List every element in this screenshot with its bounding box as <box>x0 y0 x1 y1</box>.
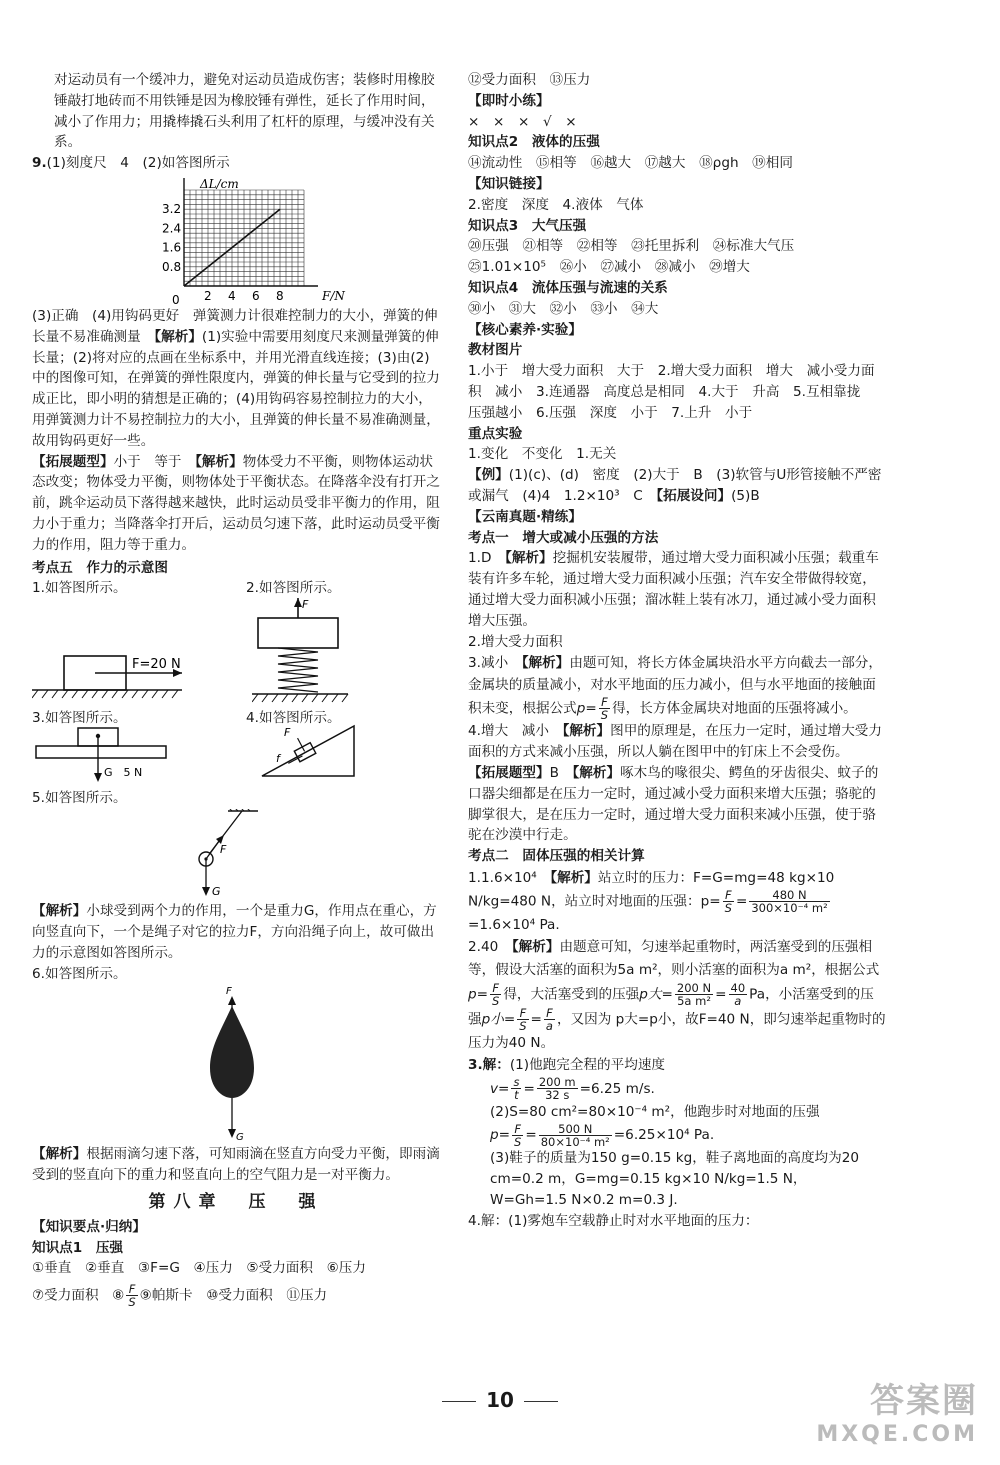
y-tick-label: 3.2 <box>162 202 182 217</box>
key-experiment-answers: 1.变化 不变化 1.无关 <box>468 446 617 463</box>
quick-practice-answers: × × × √ × <box>468 113 577 130</box>
answer-text: 1.D <box>468 550 506 567</box>
answer-text: (1)(c)、(d) 密度 (2)大于 B (3)软管与U形管接触不严密或漏气 (4)4 1.2×10³ C <box>468 467 882 504</box>
example-answers <box>468 465 886 507</box>
numerator: F <box>517 1007 528 1020</box>
figure-6-caption: 6.如答图所示。 <box>32 965 127 982</box>
watermark-text: 答案圈 <box>870 1381 978 1421</box>
denominator: S <box>724 900 732 915</box>
q3-part-3: (3)鞋子的质量为150 g=0.15 kg，鞋子离地面的高度均为20 cm=0.2 m，G=mg=0.15 kg×10 N/kg=1.5 N， <box>490 1150 860 1188</box>
result: =6.25 m/s. <box>579 1080 655 1097</box>
q3-velocity-formula <box>468 1076 886 1102</box>
analysis-text: 由题可知，将长方体金属块沿水平方向截去一部分，金属块的质量减小，对水平地面的压力减小，但与水平地面的接触面积未变，根据公式 <box>468 655 882 717</box>
knowledge-point-3-answers-a: ⑳压强 ㉑相等 ㉒相等 ㉓托里拆利 ㉔标准大气压 <box>468 238 795 255</box>
question-9-answers-3-4 <box>32 306 440 452</box>
knowledge-point-3-answers-b: ㉕1.01×10⁵ ㉖小 ㉗减小 ㉘减小 ㉙增大 <box>468 259 750 276</box>
resistance-label: F <box>226 986 232 998</box>
q3-part-2: (2)S=80 cm²=80×10⁻⁴ m²，他跑步时对地面的压强 <box>490 1103 820 1120</box>
numerator: F <box>544 1007 555 1020</box>
extension-question <box>32 452 440 556</box>
analysis-label: 【解析】 <box>562 723 611 740</box>
knowledge-point-2: 知识点2 液体的压强 <box>468 134 600 151</box>
y-tick-label: 1.6 <box>162 240 182 255</box>
force-label: F=20 N <box>132 657 181 673</box>
question-6-analysis <box>32 1144 440 1186</box>
denominator: a <box>734 993 742 1008</box>
gravity-label: G 5 N <box>104 766 143 780</box>
knowledge-point-3: 知识点3 大气压强 <box>468 217 587 234</box>
fraction-s-over-t <box>511 1076 521 1101</box>
exam-point-1-q3 <box>468 652 886 721</box>
solution-text: (1)他跑完全程的平均速度 <box>509 1056 666 1073</box>
example-label: 【例】 <box>468 467 509 484</box>
analysis-label: 【解析】 <box>195 453 243 470</box>
core-literacy-heading: 【核心素养·实验】 <box>468 321 582 338</box>
figure-4-caption: 4.如答图所示。 <box>246 710 341 727</box>
numerator: F <box>599 696 610 709</box>
fraction-40-over-a <box>729 982 748 1007</box>
exam-point-2: 考点二 固体压强的相关计算 <box>468 848 645 865</box>
analysis-label: 【解析】 <box>32 1146 87 1163</box>
chapter-title: 第八章 压 强 <box>148 1191 324 1212</box>
figure-5-svg <box>192 809 282 901</box>
extension-question-2 <box>468 763 886 846</box>
fraction-f-over-s <box>723 889 734 914</box>
chart-xlabel: F/N <box>322 288 345 303</box>
quick-practice-heading: 【即时小练】 <box>468 92 550 109</box>
denominator: t <box>514 1088 519 1103</box>
fraction-velocity <box>537 1076 578 1101</box>
yunnan-exams-heading: 【云南真题·精练】 <box>468 508 582 525</box>
denominator: a <box>545 1018 553 1033</box>
formula-text: v= <box>490 1080 510 1097</box>
figure-5-hanging-ball <box>32 809 440 901</box>
answer-text: 4.增大 减小 <box>468 723 563 740</box>
equals: = <box>735 893 748 910</box>
textbook-pictures-heading: 教材图片 <box>468 342 523 359</box>
denominator: S <box>600 708 609 723</box>
textbook-pictures-answers: 1.小于 增大受力面积 大于 2.增大受力面积 增大 减小受力面积 减小 3.连通器 高度总是相同 4.大于 升高 5.互相靠拢 压强越小 6.压强 深度 小于 7.上升 小于 <box>468 363 875 421</box>
figure-3-block-on-table <box>32 726 192 786</box>
equals: = <box>715 986 727 1003</box>
fraction-big-piston <box>675 982 713 1007</box>
knowledge-link-answers: 2.密度 深度 4.液体 气体 <box>468 196 644 213</box>
fraction-f-over-a <box>544 1007 555 1032</box>
page-number-text: 10 <box>486 1388 514 1412</box>
denominator: S <box>492 993 500 1008</box>
denominator: 32 s <box>545 1088 570 1103</box>
figure-1-block-pulled <box>32 598 212 708</box>
right-column <box>468 70 886 1232</box>
watermark-url: MXQE.COM <box>816 1422 978 1447</box>
analysis-text: 得，长方体金属块对地面的压强将减小。 <box>612 700 857 717</box>
exam-point-1-q2: 2.增大受力面积 <box>468 633 563 650</box>
chart-svg <box>162 174 362 306</box>
exam-point-2-q3 <box>468 1055 886 1076</box>
exam-point-1-q4 <box>468 721 886 763</box>
knowledge-point-1-answers: ①垂直 ②垂直 ③F=G ④压力 ⑤受力面积 ⑥压力 <box>32 1260 366 1277</box>
q3-work: W=Gh=1.5 N×0.2 m=0.3 J. <box>490 1192 678 1209</box>
numerator: 200 m <box>538 1075 576 1090</box>
answer-text: 2.40 <box>468 938 512 955</box>
analysis-text: 根据雨滴匀速下落，可知雨滴在竖直方向受力平衡，即雨滴受到的竖直向下的重力和竖直向上的空气阻力是一对平衡力。 <box>32 1146 440 1184</box>
answer-text: 3.减小 <box>468 655 522 672</box>
denominator: S <box>128 1295 136 1310</box>
result: =1.6×10⁴ Pa. <box>468 916 560 933</box>
analysis-text: 挖掘机安装履带，通过增大受力面积减小压强；载重车装有许多车轮，通过增大受力面积减小压强；汽车安全带做得较宽，通过增大受力面积减小压强；溜冰鞋上装有冰刀，通过减小受力面积增大压强。 <box>468 550 879 629</box>
y-tick-label: 0.8 <box>162 259 182 274</box>
support-force-label: F <box>284 726 291 740</box>
numerator: s <box>513 1075 520 1090</box>
exam-point-1: 考点一 增大或减小压强的方法 <box>468 529 659 546</box>
analysis-label: 【解析】 <box>521 655 570 672</box>
numerator: F <box>126 1283 137 1296</box>
numerator: F <box>723 889 734 902</box>
analysis-text: 由题意可知，匀速举起重物时，两活塞受到的压强相等，假设大活塞的面积为5a m²，则小活塞的面积为a m²，根据公式 <box>468 938 880 978</box>
analysis-label: 【解析】 <box>32 903 87 920</box>
denominator: S <box>514 1134 522 1149</box>
fraction-f-over-s <box>517 1007 528 1032</box>
figure-3-caption: 3.如答图所示。 <box>32 710 127 727</box>
denominator: S <box>519 1018 527 1033</box>
paragraph-continuation: 对运动员有一个缓冲力，避免对运动员造成伤害；装修时用橡胶锤敲打地砖而不用铁锤是因为橡胶锤有弹性，延长了作用时间，减小了作用力；用撬棒撬石头利用了杠杆的原理，与缓冲没有关系。 <box>54 72 435 151</box>
q3-pressure-formula <box>468 1122 886 1148</box>
answer-text: B <box>549 764 573 781</box>
denominator: 300×10⁻⁴ m² <box>751 900 828 915</box>
friction-label: f <box>276 752 280 766</box>
extension-label: 【拓展题型】 <box>32 453 114 470</box>
answer-text: ⑨帕斯卡 ⑩受力面积 ⑪压力 <box>139 1287 328 1304</box>
equals: = <box>523 1080 535 1097</box>
x-tick-label: 2 <box>204 288 212 303</box>
analysis-label: 【解析】 <box>550 869 598 886</box>
fraction-f-over-s <box>599 696 610 721</box>
y-tick-label: 2.4 <box>162 221 182 236</box>
extension-analysis: 物体受力不平衡，则物体运动状态改变；物体受力平衡，则物体处于平衡状态。在降落伞没有打开之前，跳伞运动员下落得越来越快，此时运动员受非平衡力的作用，阻力小于重力；当降落伞打开后，运动员匀速下落，此时运动员受平衡力的作用，阻力等于重力。 <box>32 453 440 553</box>
formula-text: p= <box>490 1127 511 1144</box>
analysis-text: (1)实验中需要用刻度尺来测量弹簧的伸长量；(2)将对应的点画在坐标系中，并用光滑直线连接；(3)由(2)中的图像可知，在弹簧的弹性限度内，弹簧的伸长量与它受到的拉力成正比，即小明的猜想是正确的；(4)用钩码容易控制拉力的大小，用弹簧测力计不易控制拉力的大小，且弹簧的伸长量不易准确测量，故用钩码更好一些。 <box>32 328 440 449</box>
x-tick-label: 8 <box>276 288 284 303</box>
formula-text: p= <box>576 700 597 717</box>
equals: = <box>530 1011 542 1028</box>
question-9-text: (1)刻度尺 4 (2)如答图所示 <box>46 155 230 172</box>
figure-6-raindrop <box>32 984 440 1144</box>
formula-text: p= <box>468 986 489 1003</box>
figure-1-caption: 1.如答图所示。 <box>32 580 127 597</box>
result: =6.25×10⁴ Pa. <box>613 1127 715 1144</box>
analysis-text: 得，大活塞受到的压强 <box>503 986 640 1003</box>
figure-2-caption: 2.如答图所示。 <box>246 580 341 597</box>
question-5-analysis <box>32 901 440 963</box>
knowledge-summary-heading: 【知识要点·归纳】 <box>32 1218 146 1235</box>
analysis-label: 【解析】 <box>154 328 202 345</box>
chart-origin: 0 <box>172 292 180 306</box>
watermark-logo <box>816 1373 978 1447</box>
fraction-pressure <box>539 1123 612 1148</box>
formula-text: p小= <box>481 1011 516 1028</box>
numerator: 40 <box>730 980 746 995</box>
exam-point-2-q2 <box>468 936 886 1055</box>
analysis-text: 小球受到两个力的作用，一个是重力G，作用点在重心，方向竖直向下，一个是绳子对它的拉力F，方向沿绳子向上，故可做出力的示意图如答图所示。 <box>32 903 437 961</box>
solution-label: 3.解： <box>468 1056 510 1073</box>
fraction-f-over-s <box>490 982 501 1007</box>
denominator: 80×10⁻⁴ m² <box>540 1134 610 1149</box>
analysis-text: 图甲的原理是，在压力一定时，通过增大受力面积的方式来减小压强，所以人躺在图甲中的钉床上不会受伤。 <box>468 723 882 761</box>
answer-text: ⑦受力面积 ⑧ <box>32 1287 125 1304</box>
x-tick-label: 4 <box>228 288 236 303</box>
analysis-text: Pa，小活塞受到的压强 <box>468 986 874 1028</box>
question-9 <box>32 153 440 174</box>
spring-extension-chart <box>32 174 440 306</box>
numerator: F <box>490 982 501 995</box>
analysis-text: 啄木鸟的喙很尖、鳄鱼的牙齿很尖、蚊子的口器尖细都是在压力一定时，通过减小受力面积来增大压强；骆驼的脚掌很大，是在压力一定时，通过增大受力面积来减小压强，使于骆驼在沙漠中行走。 <box>468 764 879 844</box>
exam-point-2-q1 <box>468 867 886 936</box>
knowledge-point-1: 知识点1 压强 <box>32 1239 124 1256</box>
analysis-label: 【解析】 <box>572 764 621 781</box>
analysis-label: 【解析】 <box>511 938 560 955</box>
force-label: F <box>302 598 309 612</box>
question-number: 9. <box>32 155 47 172</box>
fraction-f-over-s <box>512 1123 523 1148</box>
chart-ylabel: ΔL/cm <box>200 176 239 191</box>
formula-text: p大= <box>639 986 673 1003</box>
numerator: 500 N <box>539 1123 612 1136</box>
answer-text: 1.1.6×10⁴ <box>468 869 551 886</box>
analysis-text: 站立时的压力：F=G=mg=48 kg×10 N/kg=480 N，站立时对地面的压强：p= <box>468 869 835 910</box>
numerator: F <box>512 1123 523 1136</box>
answers-continued: ⑫受力面积 ⑬压力 <box>468 72 591 88</box>
analysis-label: 【解析】 <box>505 550 553 567</box>
numerator: 480 N <box>749 889 829 902</box>
answer-text: (5)B <box>731 487 760 504</box>
figure-5-caption: 5.如答图所示。 <box>32 790 127 807</box>
figure-2-spring-block <box>252 596 382 708</box>
denominator: 5a m² <box>677 993 711 1008</box>
knowledge-point-4: 知识点4 流体压强与流速的关系 <box>468 279 668 296</box>
numerator: 200 N <box>676 980 712 995</box>
knowledge-point-4-answers: ㉚小 ㉛大 ㉜小 ㉝小 ㉞大 <box>468 300 659 317</box>
left-column <box>32 70 440 1308</box>
figure-4-block-on-incline <box>254 724 374 784</box>
analysis-text: ，又因为 p大=p小，故F=40 N，即匀速举起重物时的压力为40 N。 <box>468 1011 886 1051</box>
exam-point-1-q1 <box>468 548 886 631</box>
section-heading-5: 考点五 作力的示意图 <box>32 559 168 576</box>
tension-label: F <box>220 843 227 857</box>
knowledge-point-2-answers: ⑭流动性 ⑮相等 ⑯越大 ⑰越大 ⑱ρgh ⑲相同 <box>468 155 793 172</box>
fraction-pressure <box>749 889 829 914</box>
exam-point-2-q4: 4.解：(1)雾炮车空载静止时对水平地面的压力： <box>468 1212 759 1229</box>
figure-row-1-2 <box>32 578 440 708</box>
x-tick-label: 6 <box>252 288 260 303</box>
key-experiment-heading: 重点实验 <box>468 425 523 442</box>
figure-row-3-4 <box>32 708 440 788</box>
equals: = <box>525 1127 537 1144</box>
extension-question-label: 【拓展设问】 <box>656 487 732 504</box>
extension-label: 【拓展题型】 <box>468 764 550 781</box>
figure-6-svg <box>206 984 276 1144</box>
fraction-f-over-s <box>126 1283 137 1308</box>
gravity-label: G <box>212 885 221 899</box>
knowledge-point-1-answers-2 <box>32 1283 440 1308</box>
gravity-label: G <box>236 1132 244 1144</box>
knowledge-link-heading: 【知识链接】 <box>468 175 550 192</box>
extension-answer: 小于 等于 <box>113 453 196 470</box>
answer-text: (3)正确 (4)用钩码更好 弹簧测力计很难控制力的大小，弹簧的伸长量不易准确测量 <box>32 307 438 345</box>
